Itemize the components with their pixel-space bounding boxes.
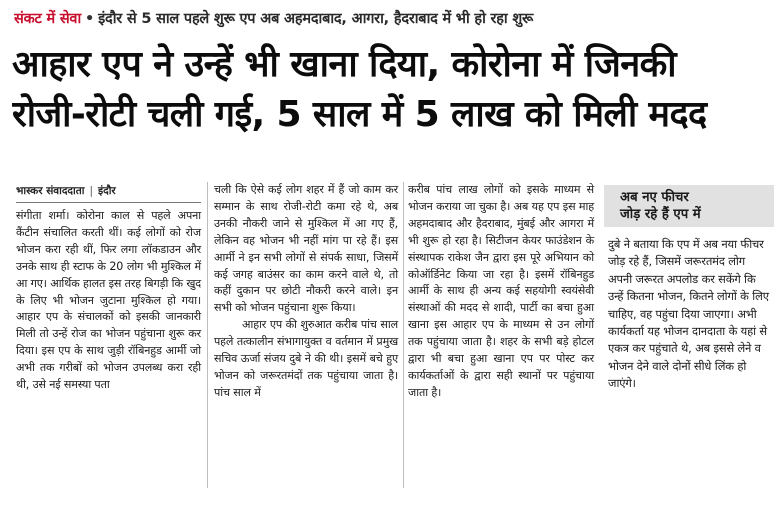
- column-2-paragraph-b: [214, 317, 398, 402]
- article-column-3: [408, 182, 594, 402]
- headline-line-2: रोजी-रोटी चली गई, 5 साल में 5 लाख को मिली मदद: [12, 94, 707, 135]
- kicker-bullet: •: [85, 11, 95, 27]
- byline-separator: |: [89, 185, 93, 197]
- kicker-text: इंदौर से 5 साल पहले शुरू एप अब अहमदाबाद, आगरा, हैदराबाद में भी हो रहा शुरू: [98, 11, 534, 27]
- article-column-2: [214, 182, 398, 402]
- byline-place: इंदौर: [97, 185, 116, 197]
- byline: [16, 184, 201, 198]
- column-2-text-a: चली कि ऐसे कई लोग शहर में हैं जो काम कर सम्मान के साथ रोजी-रोटी कमा रहे थे, अब उनकी नौकरी जाने से मुश्किल में आ गए हैं, लेकिन वह भोजन भी नहीं मांग पा रहे हैं। इस आर्मी ने इन सभी लोगों से संपर्क साधा, जिसमें कई जगह बाउंसर का काम करने वाले थे, तो कहीं दुकान पर छोटी नौकरी करने वाले। इन सभी को भोजन पहुंचाना शुरू किया।: [214, 183, 398, 315]
- byline-reporter: भास्कर संवाददाता: [16, 185, 85, 197]
- column-divider-2: [403, 182, 404, 488]
- column-1-text: संगीता शर्मा। कोरोना काल से पहले अपना कैंटीन संचालित करती थीं। कई लोगों को रोज भोजन करा रही थीं, फिर लगा लॉकडाउन और उनके साथ ही स्टाफ के 20 लोग भी मुश्किल में आ गए। आर्थिक हालत इस तरह बिगड़ी कि खुद के लिए भी भोजन जुटाना मुश्किल हो गया। आहार एप के संचालकों को इसकी जानकारी मिली तो उन्हें रोज का भोजन पहुंचाना शुरू कर दिया। इस एप के साथ जुड़ी रॉबिनहुड आर्मी जो अभी तक गरीबों को भोजन उपलब्ध करा रही थी, उसे नई समस्या पता: [16, 209, 201, 392]
- kicker-tag: संकट में सेवा: [14, 11, 82, 27]
- sidebar-body-text: दुबे ने बताया कि एप में अब नया फीचर जोड़ रहे हैं, जिसमें जरूरतमंद लोग अपनी जरूरत अपलोड कर सकेंगे कि उन्हें कितना भोजन, कितने लोगों के लिए चाहिए, वह पहुंचा दिया जाएगा। अभी कार्यकर्ता यह भोजन दानदाता के यहां से एकत्र कर पहुंचाते थे, अब इससे लेने व भोजन देने वाले दोनों सीधे लिंक हो जाएंगे।: [608, 237, 769, 391]
- headline-line-1: आहार एप ने उन्हें भी खाना दिया, कोरोना में जिनकी: [12, 44, 676, 85]
- sidebar-title-line-2: जोड़ रहे हैं एप में: [620, 207, 701, 222]
- sidebar-title: [620, 189, 770, 223]
- sidebar-header-box: [604, 185, 774, 227]
- byline-divider: [16, 202, 201, 203]
- column-3-text: करीब पांच लाख लोगों को इसके माध्यम से भोजन कराया जा चुका है। अब यह एप इस माह अहमदाबाद और हैदराबाद, मुंबई और आगरा में भी शुरू हो रहा है। सिटीजन केयर फाउंडेशन के संस्थापक राकेश जैन द्वारा इस पूरे अभियान को कोऑर्डिनेट किया जा रहा है। इसमें रॉबिनहुड आर्मी के साथ ही अन्य कई सहयोगी स्वयंसेवी संस्थाओं की मदद से शादी, पार्टी का बचा हुआ खाना इस आहार एप के माध्यम से उन लोगों तक पहुंचाया जाता है। शहर के सभी बड़े होटल द्वारा भी बचा हुआ खाना एप पर पोस्ट कर कार्यकर्ताओं के द्वारा सही स्थानों पर पहुंचाया जाता है।: [408, 183, 594, 399]
- article-column-1: [16, 208, 201, 394]
- column-divider-1: [207, 182, 208, 488]
- kicker-line: [14, 8, 774, 28]
- sidebar-column: [608, 236, 772, 393]
- column-2-text-b: आहार एप की शुरुआत करीब पांच साल पहले तत्कालीन संभागायुक्त व वर्तमान में प्रमुख सचिव ऊर्जा संजय दुबे ने की थी। इसमें बचे हुए भोजन को जरूरतमंदों तक पहुंचाया जाता है। पांच साल में: [214, 318, 398, 399]
- headline: [12, 40, 774, 140]
- sidebar-title-line-1: अब नए फीचर: [620, 190, 689, 205]
